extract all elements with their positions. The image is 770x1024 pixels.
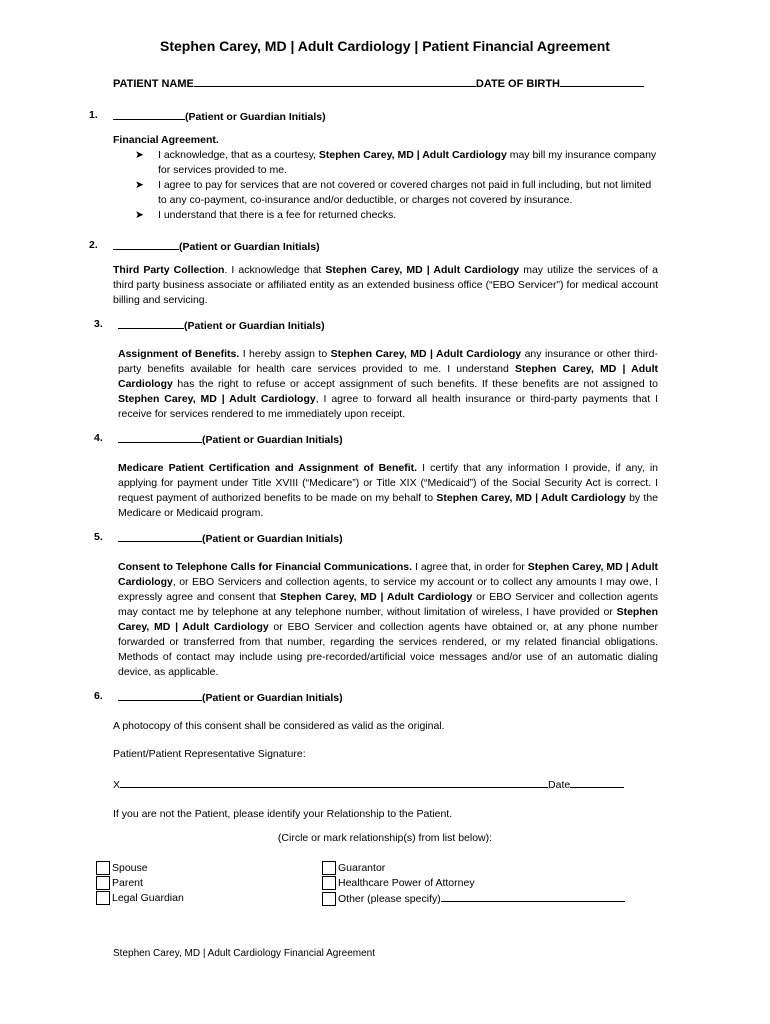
section-4-initials: (Patient or Guardian Initials)	[118, 432, 343, 446]
bullet-item: ➤ I agree to pay for services that are not covered or covered charges not paid in full including, but not limited to any co-payment, co-insurance and/or deductible, or charges not covered by insurance.	[135, 179, 652, 206]
section-5-number: 5.	[94, 531, 103, 543]
initials-field-2[interactable]	[113, 239, 179, 250]
section-4-number: 4.	[94, 432, 103, 444]
other-specify-field[interactable]	[441, 891, 625, 902]
section-2-body: Third Party Collection. I acknowledge that Stephen Carey, MD | Adult Cardiology may utilize the services of a third party business associate or affiliated entity as an extended business office (“EBO Servicer”) for medical account billing and servicing.	[113, 264, 659, 306]
section-6-number: 6.	[94, 690, 103, 702]
initials-field-5[interactable]	[118, 531, 202, 542]
section-number: 1.	[89, 109, 98, 121]
page-footer: Stephen Carey, MD | Adult Cardiology Financial Agreement	[113, 948, 375, 959]
section-5-initials: (Patient or Guardian Initials)	[118, 531, 343, 545]
relationship-option[interactable]: Other (please specify)	[322, 891, 625, 907]
section-1-initials	[113, 109, 326, 123]
arrow-bullet-icon: ➤	[135, 209, 144, 221]
photocopy-text: A photocopy of this consent shall be considered as valid as the original.	[113, 720, 445, 732]
relationship-option[interactable]: Guarantor	[322, 861, 625, 876]
relationship-option[interactable]: Legal Guardian	[96, 891, 184, 906]
checkbox[interactable]	[96, 861, 110, 875]
date-label: Date	[548, 779, 571, 791]
bullet-item: ➤ I understand that there is a fee for returned checks.	[135, 209, 397, 221]
checkbox[interactable]	[322, 861, 336, 875]
checkbox[interactable]	[96, 876, 110, 890]
patient-name-label: PATIENT NAME	[113, 78, 194, 90]
bullet-item: ➤ I acknowledge, that as a courtesy, Stephen Carey, MD | Adult Cardiology may bill my insurance company for services provided to me.	[135, 149, 657, 176]
section-5-body: Consent to Telephone Calls for Financial Communications. I agree that, in order for Stephen Carey, MD | Adult Cardiology, or EBO Servicers and collection agents, to service my account or to collect any amounts I may owe, I expressly agree and consent that Stephen Carey, MD | Adult Cardiology or EBO Servicer and collection agents may contact me by telephone at any telephone number, without limitation of wireless, I have provided or Stephen Carey, MD | Adult Cardiology or EBO Servicer and collection agents have obtained or, at any phone number forwarded or transferred from that number, regarding the services rendered, or my related financial obligations. Methods of contact may include using pre-recorded/artificial voice messages and/or use of an automatic dialing device, as applicable.	[118, 561, 659, 678]
arrow-bullet-icon: ➤	[135, 149, 144, 161]
page-title: Stephen Carey, MD | Adult Cardiology | Patient Financial Agreement	[160, 38, 610, 54]
relationship-list-right	[322, 861, 625, 907]
relationship-option[interactable]: Parent	[96, 876, 184, 891]
circle-instruction: (Circle or mark relationship(s) from list below):	[277, 832, 493, 844]
arrow-bullet-icon: ➤	[135, 179, 144, 191]
initials-field-4[interactable]	[118, 432, 202, 443]
section-1-body	[113, 133, 658, 223]
relationship-option[interactable]: Spouse	[96, 861, 184, 876]
section-heading: Financial Agreement.	[113, 134, 219, 146]
section-2-initials: (Patient or Guardian Initials)	[113, 239, 320, 253]
checkbox[interactable]	[322, 876, 336, 890]
section-6-initials: (Patient or Guardian Initials)	[118, 690, 343, 704]
section-3-initials: (Patient or Guardian Initials)	[118, 318, 325, 332]
x-marker: X	[113, 779, 121, 791]
section-3-number: 3.	[94, 318, 103, 330]
section-3-body: Assignment of Benefits. I hereby assign to Stephen Carey, MD | Adult Cardiology any insurance or other third-party benefits available for health care services provided to me. I understand Stephen Carey, MD | Adult Cardiology has the right to refuse or accept assignment of such benefits. If these benefits are not assigned to Stephen Carey, MD | Adult Cardiology, I agree to forward all health insurance or third-party payments that I receive for services rendered to me immediately upon receipt.	[118, 348, 659, 420]
checkbox[interactable]	[96, 891, 110, 905]
initials-label: (Patient or Guardian Initials)	[185, 111, 326, 123]
signature-date-field[interactable]	[570, 777, 624, 788]
section-1-initials-row	[89, 109, 98, 121]
signature-field[interactable]	[120, 777, 548, 788]
signature-label: Patient/Patient Representative Signature:	[113, 748, 306, 760]
checkbox[interactable]	[322, 892, 336, 906]
dob-field[interactable]	[560, 76, 644, 87]
patient-header-row	[113, 76, 658, 90]
signature-row	[113, 777, 624, 791]
dob-label: DATE OF BIRTH	[475, 78, 560, 90]
initials-field-6[interactable]	[118, 690, 202, 701]
section-4-body: Medicare Patient Certification and Assignment of Benefit. I certify that any information I provide, if any, in applying for payment under Title XVIII (“Medicare”) or Title XIX (“Medicaid”) of the Social Security Act is correct. I request payment of authorized benefits to be made on my behalf to Stephen Carey, MD | Adult Cardiology by the Medicare or Medicaid program.	[118, 462, 658, 519]
initials-field-3[interactable]	[118, 318, 184, 329]
patient-name-field[interactable]	[194, 76, 476, 87]
section-2-number: 2.	[89, 239, 98, 251]
relationship-prompt: If you are not the Patient, please identify your Relationship to the Patient.	[113, 808, 453, 820]
relationship-option[interactable]: Healthcare Power of Attorney	[322, 876, 625, 891]
relationship-list-left	[96, 861, 184, 906]
initials-field-1[interactable]	[113, 109, 185, 120]
